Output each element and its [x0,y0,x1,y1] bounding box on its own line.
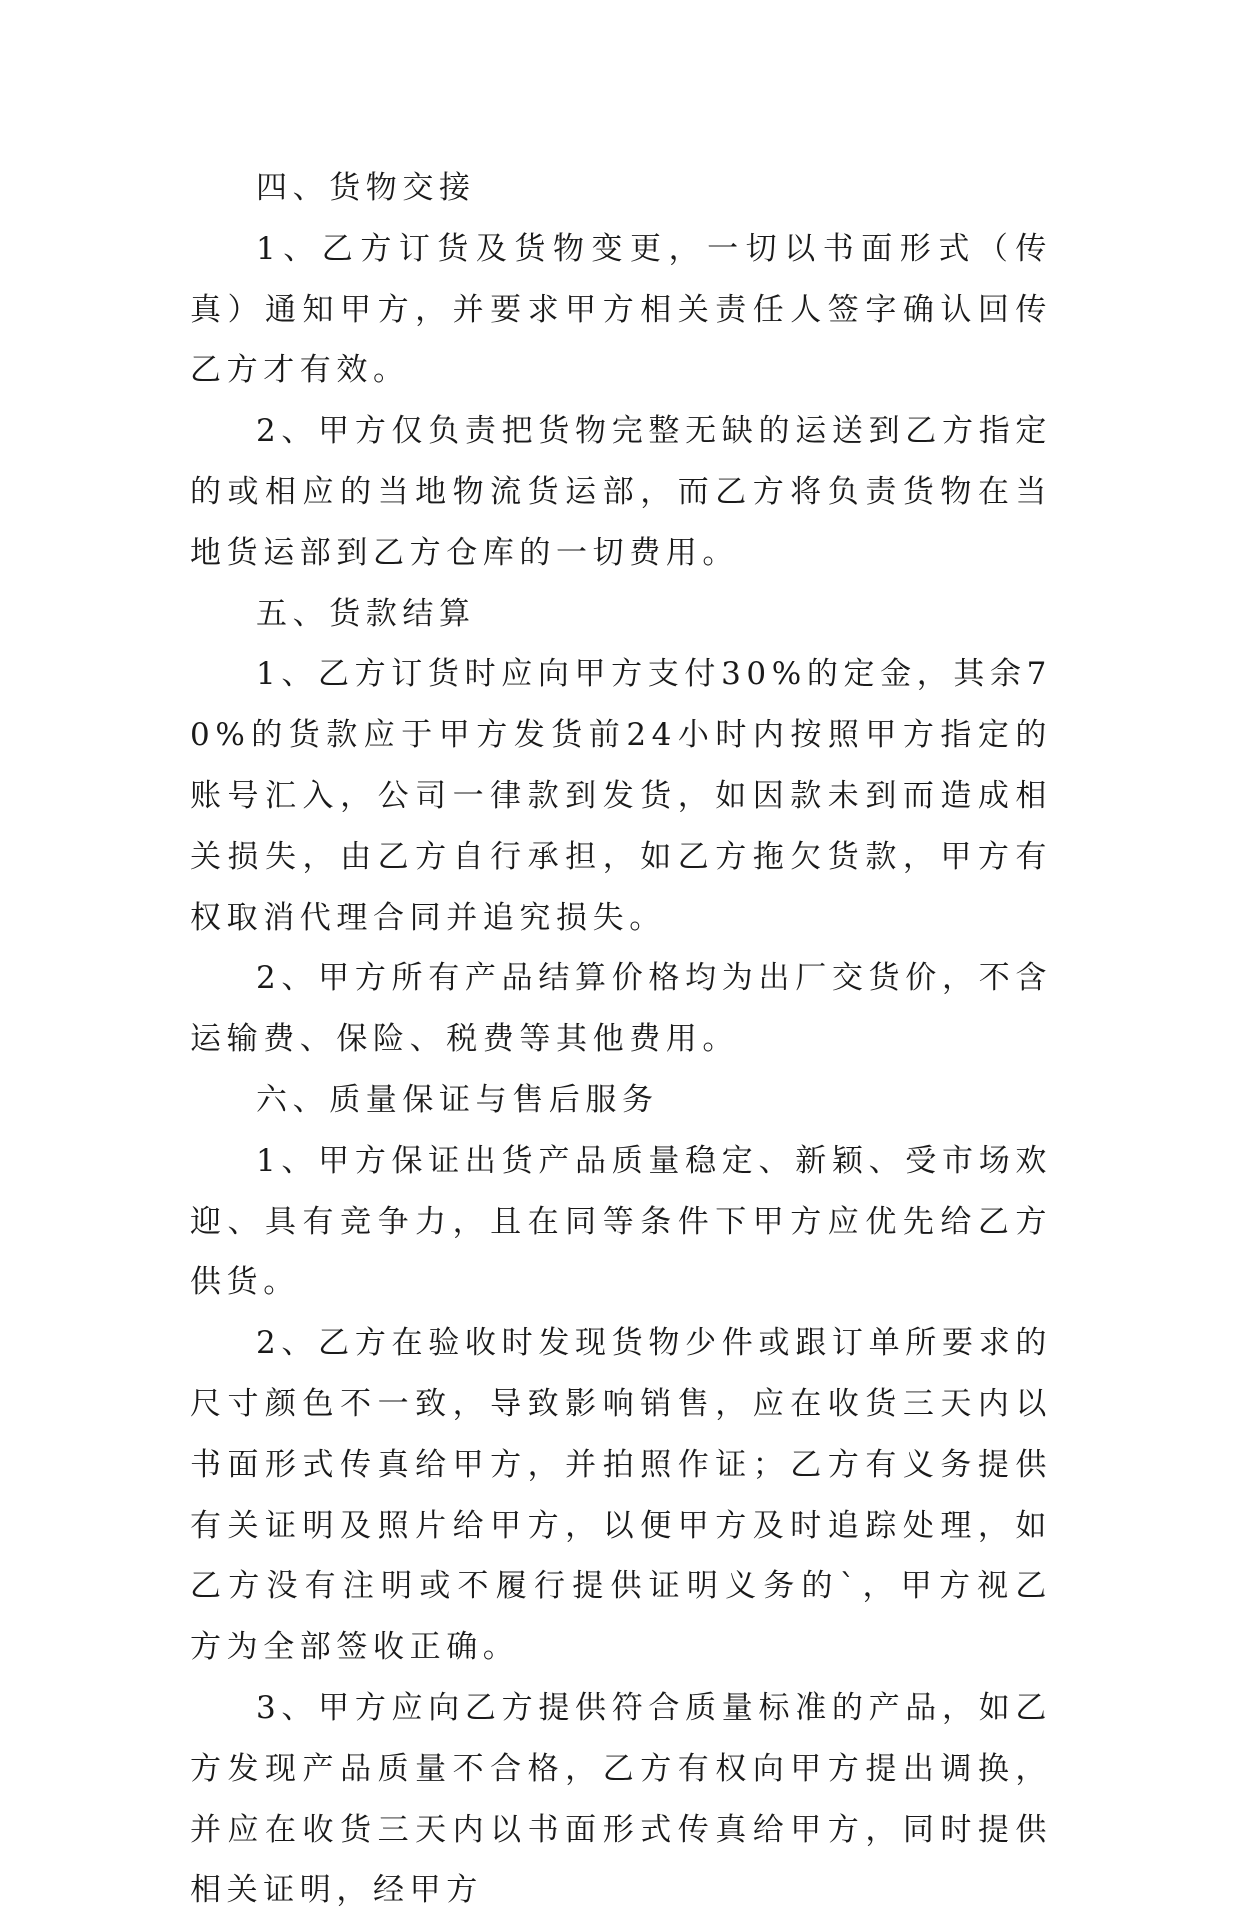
document-body [190,158,1052,1921]
section-heading-goods-handover: 四、货物交接 [256,170,476,206]
paragraph-deposit: 1、乙方订货时应向甲方支付30%的定金，其余70%的货款应于甲方发货前24小时内按照甲方指定的账号汇入，公司一律款到发货，如因款未到而造成相关损失，由乙方自行承担，如乙方拖欠货款，甲方有权取消代理合同并追究损失。 [190,656,1052,936]
paragraph-quality-guarantee: 1、甲方保证出货产品质量稳定、新颖、受市场欢迎、具有竞争力，且在同等条件下甲方应优先给乙方供货。 [190,1142,1052,1301]
paragraph-delivery: 2、甲方仅负责把货物完整无缺的运送到乙方指定的或相应的当地物流货运部，而乙方将负责货物在当地货运部到乙方仓库的一切费用。 [190,413,1052,571]
paragraph-replacement: 3、甲方应向乙方提供符合质量标准的产品，如乙方发现产品质量不合格，乙方有权向甲方提出调换，并应在收货三天内以书面形式传真给甲方，同时提供相关证明，经甲方 [190,1689,1052,1909]
paragraph-order-change: 1、乙方订货及货物变更，一切以书面形式（传真）通知甲方，并要求甲方相关责任人签字确认回传乙方才有效。 [190,230,1052,389]
paragraph-inspection: 2、乙方在验收时发现货物少件或跟订单所要求的尺寸颜色不一致，导致影响销售，应在收货三天内以书面形式传真给甲方，并拍照作证；乙方有义务提供有关证明及照片给甲方，以便甲方及时追踪处理，如乙方没有注明或不履行提供证明义务的`，甲方视乙方为全部签收正确。 [190,1325,1052,1666]
section-heading-quality-service: 六、质量保证与售后服务 [256,1081,659,1118]
section-heading-payment: 五、货款结算 [256,595,476,632]
paragraph-pricing: 2、甲方所有产品结算价格均为出厂交货价，不含运输费、保险、税费等其他费用。 [190,960,1052,1058]
